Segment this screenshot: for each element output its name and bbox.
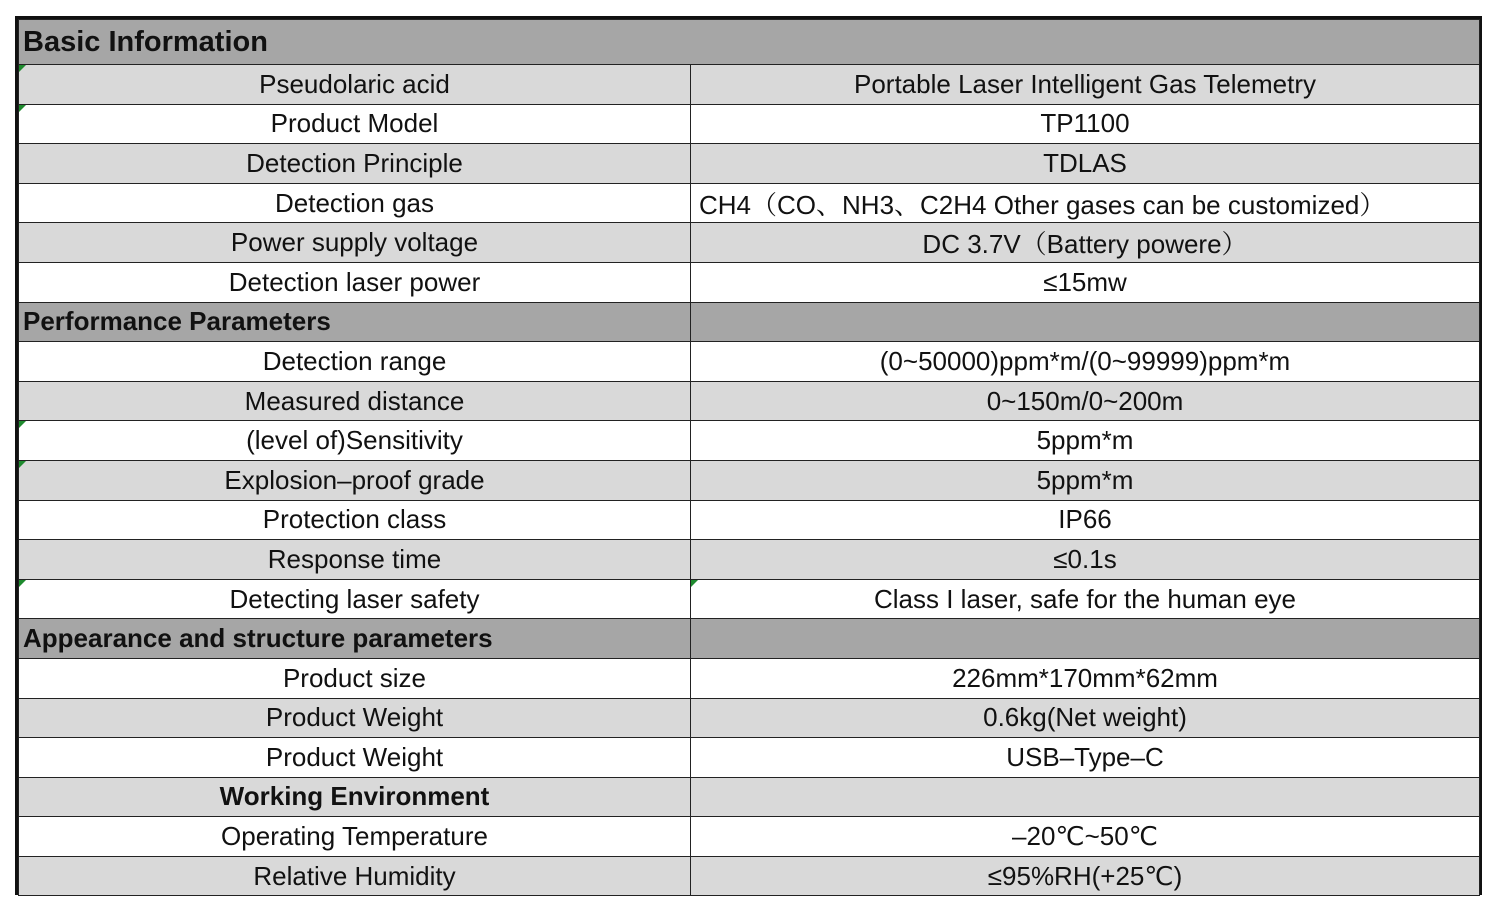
row-value: CH4（CO、NH3、C2H4 Other gases can be customized） <box>691 183 1480 223</box>
row-label: Product Model <box>19 104 691 144</box>
section-title-environment: Working Environment <box>19 777 691 817</box>
row-value: –20℃~50℃ <box>691 817 1480 857</box>
cell-marker-icon <box>19 65 26 72</box>
table-row <box>19 460 1480 500</box>
table-row <box>19 658 1480 698</box>
table-row <box>19 856 1480 896</box>
row-label: Protection class <box>19 500 691 540</box>
cell-marker-icon <box>19 421 26 428</box>
section-header-appearance <box>19 619 1480 659</box>
section-header-basic <box>19 20 1480 65</box>
table-row <box>19 65 1480 105</box>
table-row <box>19 223 1480 263</box>
row-label: Product Weight <box>19 698 691 738</box>
table-row <box>19 104 1480 144</box>
row-value: ≤15mw <box>691 262 1480 302</box>
row-value: TDLAS <box>691 144 1480 184</box>
row-label: Detection laser power <box>19 262 691 302</box>
cell-marker-icon <box>19 461 26 468</box>
row-label: Detecting laser safety <box>19 579 691 619</box>
table-row <box>19 381 1480 421</box>
row-label: Relative Humidity <box>19 856 691 896</box>
section-title-appearance: Appearance and structure parameters <box>19 619 691 659</box>
row-value: 226mm*170mm*62mm <box>691 658 1480 698</box>
table-row <box>19 738 1480 778</box>
row-label: (level of)Sensitivity <box>19 421 691 461</box>
table-row <box>19 421 1480 461</box>
row-label: Operating Temperature <box>19 817 691 857</box>
row-label: Explosion–proof grade <box>19 460 691 500</box>
table-row <box>19 500 1480 540</box>
table-row <box>19 183 1480 223</box>
row-value: 0.6kg(Net weight) <box>691 698 1480 738</box>
section-header-blank <box>691 302 1480 342</box>
table-row <box>19 698 1480 738</box>
row-label: Product Weight <box>19 738 691 778</box>
row-value: 5ppm*m <box>691 421 1480 461</box>
row-value: IP66 <box>691 500 1480 540</box>
section-header-blank <box>691 777 1480 817</box>
cell-marker-icon <box>19 105 26 112</box>
row-value: ≤0.1s <box>691 540 1480 580</box>
section-header-environment <box>19 777 1480 817</box>
spec-sheet <box>15 16 1482 895</box>
row-label: Measured distance <box>19 381 691 421</box>
row-label: Response time <box>19 540 691 580</box>
row-label: Detection gas <box>19 183 691 223</box>
row-value: Class I laser, safe for the human eye <box>691 579 1480 619</box>
row-value: DC 3.7V（Battery powere） <box>691 223 1480 263</box>
row-value: Portable Laser Intelligent Gas Telemetry <box>691 65 1480 105</box>
table-row <box>19 262 1480 302</box>
cell-marker-icon <box>691 580 698 587</box>
table-row <box>19 342 1480 382</box>
section-header-blank <box>691 619 1480 659</box>
row-value: TP1100 <box>691 104 1480 144</box>
row-label: Detection Principle <box>19 144 691 184</box>
section-title-performance: Performance Parameters <box>19 302 691 342</box>
cell-marker-icon <box>19 580 26 587</box>
table-row <box>19 540 1480 580</box>
row-label: Detection range <box>19 342 691 382</box>
row-value: 5ppm*m <box>691 460 1480 500</box>
section-title-basic: Basic Information <box>19 20 1480 65</box>
row-value: 0~150m/0~200m <box>691 381 1480 421</box>
row-value: (0~50000)ppm*m/(0~99999)ppm*m <box>691 342 1480 382</box>
row-label: Product size <box>19 658 691 698</box>
row-label: Pseudolaric acid <box>19 65 691 105</box>
spec-table <box>18 19 1480 896</box>
row-label: Power supply voltage <box>19 223 691 263</box>
table-row <box>19 817 1480 857</box>
row-value: ≤95%RH(+25℃) <box>691 856 1480 896</box>
table-row <box>19 579 1480 619</box>
section-header-performance <box>19 302 1480 342</box>
table-row <box>19 144 1480 184</box>
row-value: USB–Type–C <box>691 738 1480 778</box>
